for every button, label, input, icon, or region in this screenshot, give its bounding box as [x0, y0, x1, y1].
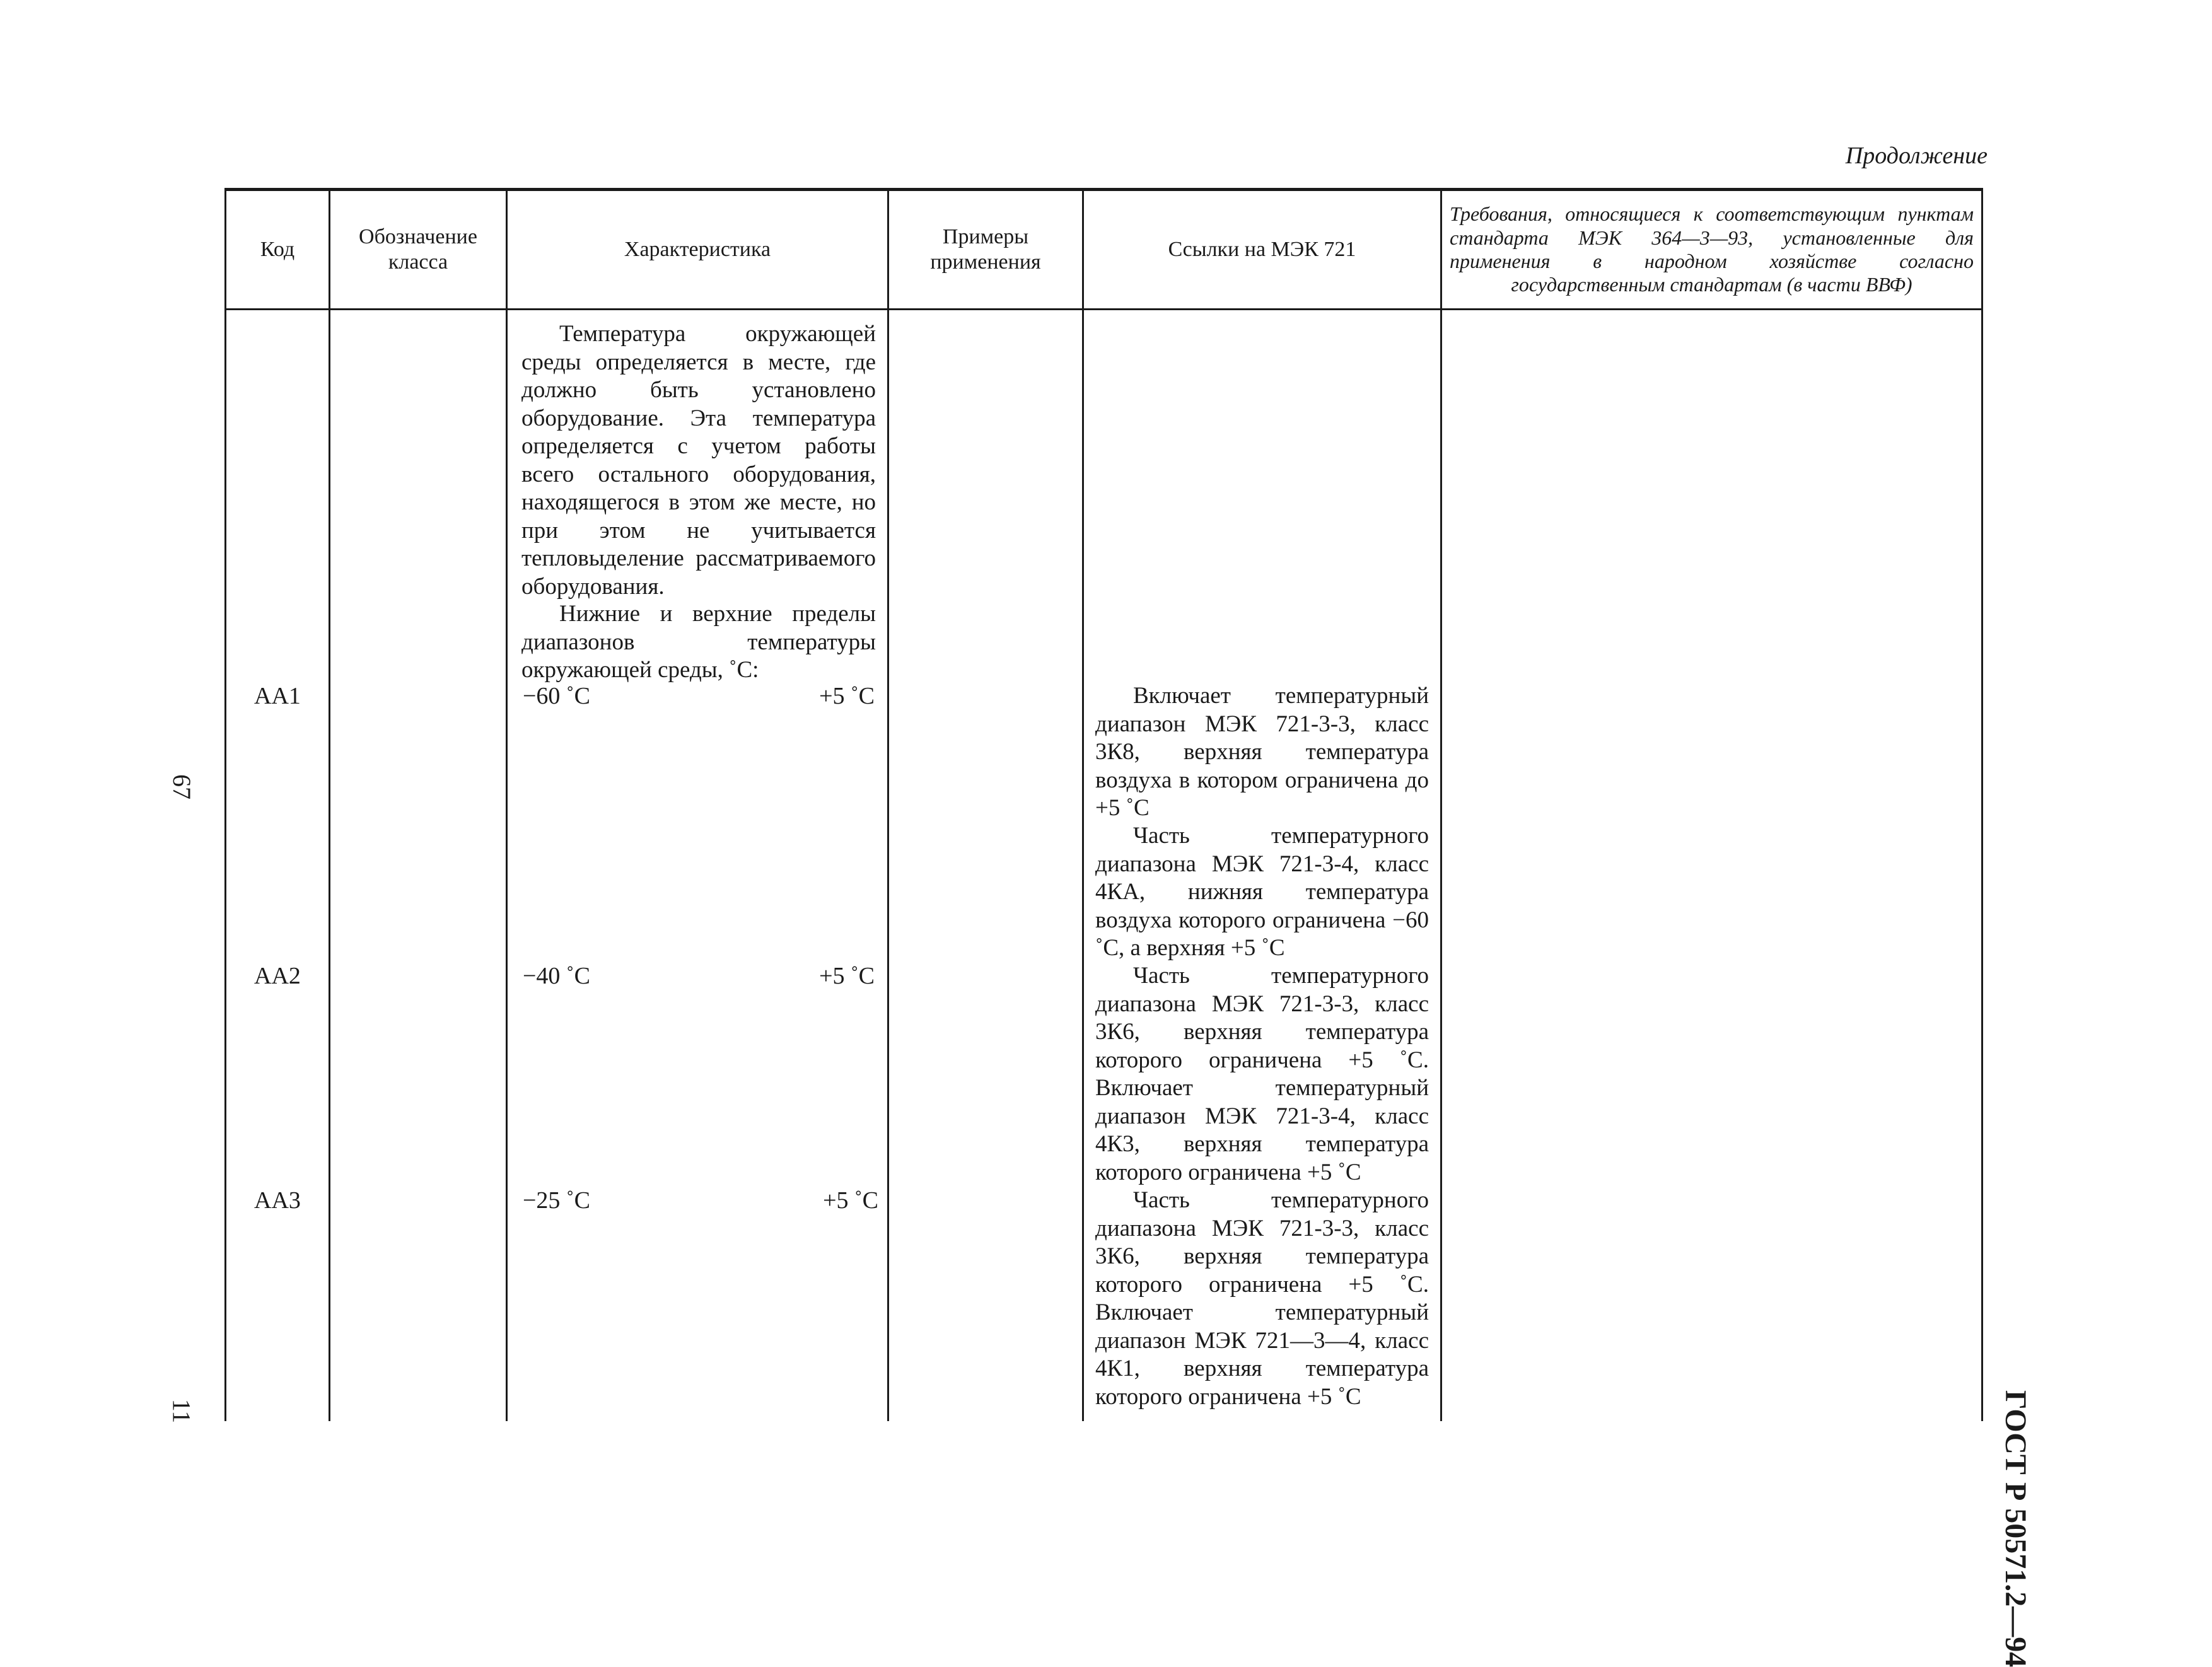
reference-aa1-b: Часть температурного диапазона МЭК 721-3-4, класс 4КА, нижняя температура воздуха которого ограничена −60 ˚С, а верхняя +5 ˚С	[1095, 823, 1429, 961]
temp-high: +5 ˚С	[823, 1187, 878, 1214]
temp-high: +5 ˚С	[819, 963, 875, 989]
header-application-examples: Примеры применения	[888, 190, 1083, 310]
temp-low: −60 ˚С	[523, 683, 590, 709]
reference-aa1-a: Включает температурный диапазон МЭК 721-3-3, класс 3К8, верхняя температура воздуха в котором ограничена до +5 ˚С	[1095, 683, 1429, 821]
temp-high: +5 ˚С	[819, 683, 875, 709]
column-class-designation	[330, 310, 507, 1422]
table-body-row	[226, 310, 1982, 1422]
column-characteristic	[507, 310, 888, 1422]
temp-low: −25 ˚С	[523, 1187, 590, 1214]
standard-code: ГОСТ Р 50571.2—94	[1999, 1390, 2032, 1667]
header-characteristic: Характеристика	[507, 190, 888, 310]
column-code	[226, 310, 330, 1422]
reference-aa2: Часть температурного диапазона МЭК 721-3-3, класс 3К6, верхняя температура которого ограничена +5 ˚С. Включает температурный диапазон МЭК 721-3-4, класс 4К3, верхняя температура которого ограничена +5 ˚С	[1095, 963, 1429, 1185]
temp-range-aa2	[523, 962, 875, 990]
temp-low: −40 ˚С	[523, 963, 590, 989]
characteristic-limits: Нижние и верхние пределы диапазонов температуры окружающей среды, ˚С:	[521, 601, 876, 683]
column-iec-references	[1083, 310, 1441, 1422]
temp-range-aa3	[523, 1187, 878, 1214]
header-code: Код	[226, 190, 330, 310]
code-aa2: АА2	[254, 963, 301, 989]
characteristic-intro: Температура окружающей среды определяется в месте, где должно быть установлено оборудование. Эта температура определяется с учетом работы всего остального оборудования, находящегося в этом же месте, но при этом не учитывается тепловыделение рассматриваемого оборудования.	[521, 321, 876, 600]
classification-table	[224, 188, 1983, 1421]
header-requirements: Требования, относящиеся к соответствующим пунктам стандарта МЭК 364—3—93, установленные для применения в народном хозяйстве согласно государственным стандартам (в части ВВФ)	[1441, 190, 1982, 310]
continuation-label: Продолжение	[1845, 142, 1988, 169]
temp-range-aa1	[523, 682, 875, 710]
code-aa1: АА1	[254, 683, 301, 709]
column-application-examples	[888, 310, 1083, 1422]
page-number-inner: 67	[168, 774, 196, 799]
page-number-outer: 11	[167, 1398, 196, 1424]
header-class-designation: Обозначение класса	[330, 190, 507, 310]
column-requirements	[1441, 310, 1982, 1422]
reference-aa3: Часть температурного диапазона МЭК 721-3-3, класс 3К6, верхняя температура которого ограничена +5 ˚С. Включает температурный диапазон МЭК 721—3—4, класс 4К1, верхняя температура которого ограничена +5 ˚С	[1095, 1187, 1429, 1410]
table-header-row	[226, 190, 1982, 310]
header-iec-references: Ссылки на МЭК 721	[1083, 190, 1441, 310]
code-aa3: АА3	[254, 1187, 301, 1214]
